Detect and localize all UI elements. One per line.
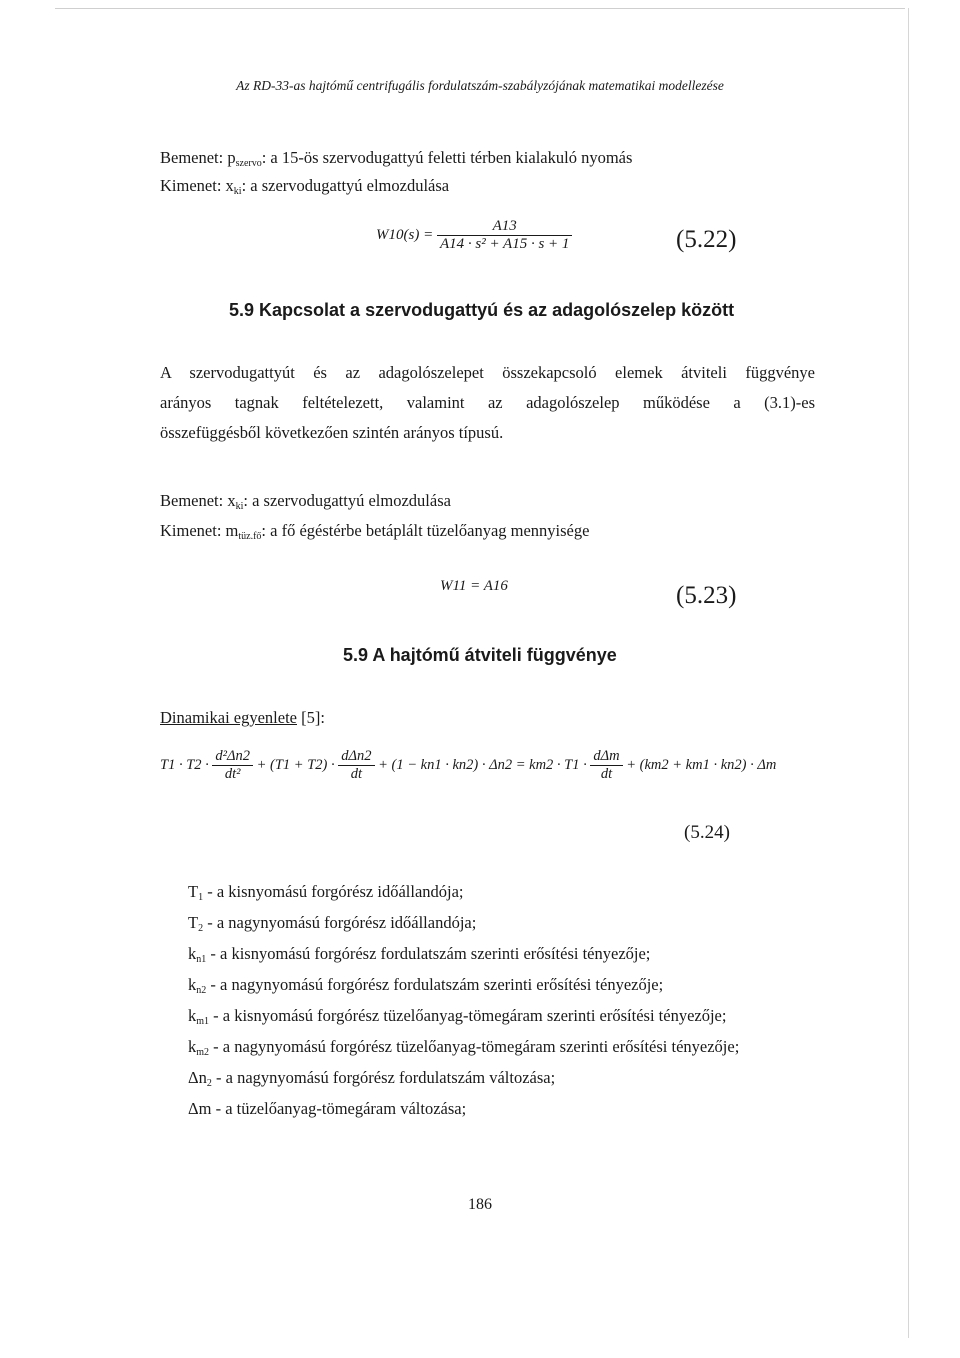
definition-text: T — [188, 882, 199, 901]
definition-text: 2 — [198, 923, 204, 934]
input-subscript: ki — [235, 501, 244, 512]
output-subscript: tüz.fő — [238, 531, 262, 542]
page-number: 186 — [468, 1196, 492, 1213]
eq-524-fraction-3 — [590, 748, 622, 783]
eq-524-term-1: T1 · T2 · — [160, 757, 209, 773]
eq-524-term-3: + (1 − kn1 · kn2) · Δn2 = km2 · T1 · — [378, 757, 587, 773]
section-heading-coupling: 5.9 Kapcsolat a szervodugattyú és az adagolószelep között — [229, 300, 735, 320]
output-label: Kimenet: — [160, 176, 222, 195]
eq-524-f1-numerator: d²Δn2 — [212, 748, 253, 766]
input-symbol: p — [227, 148, 236, 167]
definition-text: - a kisnyomású forgórész fordulatszám szerinti erősítési tényezője; — [206, 944, 651, 963]
running-head: Az RD-33-as hajtómű centrifugális fordulatszám-szabályzójának matematikai modellezése — [236, 78, 724, 93]
input-description: : a 15-ös szervodugattyú feletti térben kialakuló nyomás — [261, 148, 633, 167]
eq-522-lhs: W10(s) = — [376, 227, 434, 243]
definition-text: T — [188, 913, 199, 932]
equation-522 — [376, 218, 572, 253]
definition-item — [188, 1068, 555, 1089]
eq-524-f2-numerator: dΔn2 — [338, 748, 374, 766]
output-description: : a fő égéstérbe betáplált tüzelőanyag mennyisége — [261, 521, 590, 540]
body-paragraph — [160, 358, 815, 448]
eq-524-f2-denominator: dt — [350, 766, 362, 782]
output-label: Kimenet: — [160, 521, 222, 540]
eq-524-fraction-2 — [338, 748, 374, 783]
definition-text: k — [188, 944, 197, 963]
output-symbol: m — [225, 521, 239, 540]
output-description: : a szervodugattyú elmozdulása — [241, 176, 450, 195]
dynamic-reference: [5]: — [297, 708, 325, 727]
section-heading-transfer-function: 5.9 A hajtómű átviteli függvénye — [343, 645, 617, 665]
definition-text: Δn — [188, 1068, 207, 1087]
definition-text: n2 — [196, 985, 207, 996]
definition-text: Δm — [188, 1099, 212, 1118]
output-line-523 — [160, 521, 589, 542]
definition-text: - a nagynyomású forgórész fordulatszám szerinti erősítési tényezője; — [206, 975, 664, 994]
definition-item — [188, 882, 464, 903]
input-line-522 — [160, 148, 632, 169]
definition-item — [188, 975, 663, 996]
dynamic-equation-label — [160, 708, 325, 728]
page-frame-top-line — [55, 8, 905, 9]
equation-number-523: (5.23) — [676, 582, 737, 609]
equation-524 — [160, 748, 776, 783]
definition-text: 2 — [206, 1078, 212, 1089]
equation-523: W11 = A16 — [440, 578, 508, 594]
dynamic-label: Dinamikai egyenlete — [160, 708, 297, 727]
eq-522-fraction — [437, 218, 572, 253]
paragraph-line-2: arányos tagnak feltételezett, valamint az adagolószelep működése a (3.1)-es — [160, 393, 815, 412]
definition-item — [188, 944, 650, 965]
eq-522-denominator: A14 · s² + A15 · s + 1 — [439, 236, 570, 252]
output-symbol: x — [225, 176, 234, 195]
definition-text: 1 — [198, 892, 204, 903]
definition-text: - a nagynyomású forgórész tüzelőanyag-tömegáram szerinti erősítési tényezője; — [209, 1037, 740, 1056]
definition-item — [188, 1099, 466, 1120]
definition-text: n1 — [196, 954, 207, 965]
definition-item — [188, 1006, 726, 1027]
definition-text: m1 — [196, 1016, 210, 1027]
output-line-522 — [160, 176, 449, 197]
definition-text: - a tüzelőanyag-tömegáram változása; — [211, 1099, 467, 1118]
definition-text: - a kisnyomású forgórész tüzelőanyag-tömegáram szerinti erősítési tényezője; — [209, 1006, 727, 1025]
eq-524-fraction-1 — [212, 748, 253, 783]
output-subscript: ki — [233, 186, 242, 197]
input-symbol: x — [227, 491, 236, 510]
definition-item — [188, 913, 476, 934]
equation-number-522: (5.22) — [676, 226, 737, 253]
input-description: : a szervodugattyú elmozdulása — [243, 491, 451, 510]
paragraph-line-3: összefüggésből következően szintén arányos típusú. — [160, 423, 504, 442]
input-line-523 — [160, 491, 451, 512]
definition-text: - a kisnyomású forgórész időállandója; — [203, 882, 464, 901]
definition-text: k — [188, 975, 197, 994]
equation-number-524: (5.24) — [684, 822, 730, 843]
eq-524-f3-denominator: dt — [600, 766, 613, 782]
eq-524-f1-denominator: dt² — [224, 766, 241, 782]
input-label: Bemenet: — [160, 491, 224, 510]
definition-text: - a nagynyomású forgórész időállandója; — [203, 913, 477, 932]
definition-text: m2 — [196, 1047, 210, 1058]
page-frame-right-line — [908, 8, 909, 1338]
input-label: Bemenet: — [160, 148, 224, 167]
eq-524-f3-numerator: dΔm — [590, 748, 622, 766]
input-subscript: szervo — [235, 158, 262, 169]
eq-524-term-2: + (T1 + T2) · — [256, 757, 335, 773]
eq-524-term-4: + (km2 + km1 · kn2) · Δm — [626, 757, 777, 773]
definition-text: k — [188, 1037, 197, 1056]
definition-item — [188, 1037, 739, 1058]
definition-text: - a nagynyomású forgórész fordulatszám változása; — [211, 1068, 556, 1087]
paragraph-line-1: A szervodugattyút és az adagolószelepet összekapcsoló elemek átviteli függvénye — [160, 363, 815, 382]
eq-522-numerator: A13 — [437, 218, 572, 236]
definition-text: k — [188, 1006, 197, 1025]
